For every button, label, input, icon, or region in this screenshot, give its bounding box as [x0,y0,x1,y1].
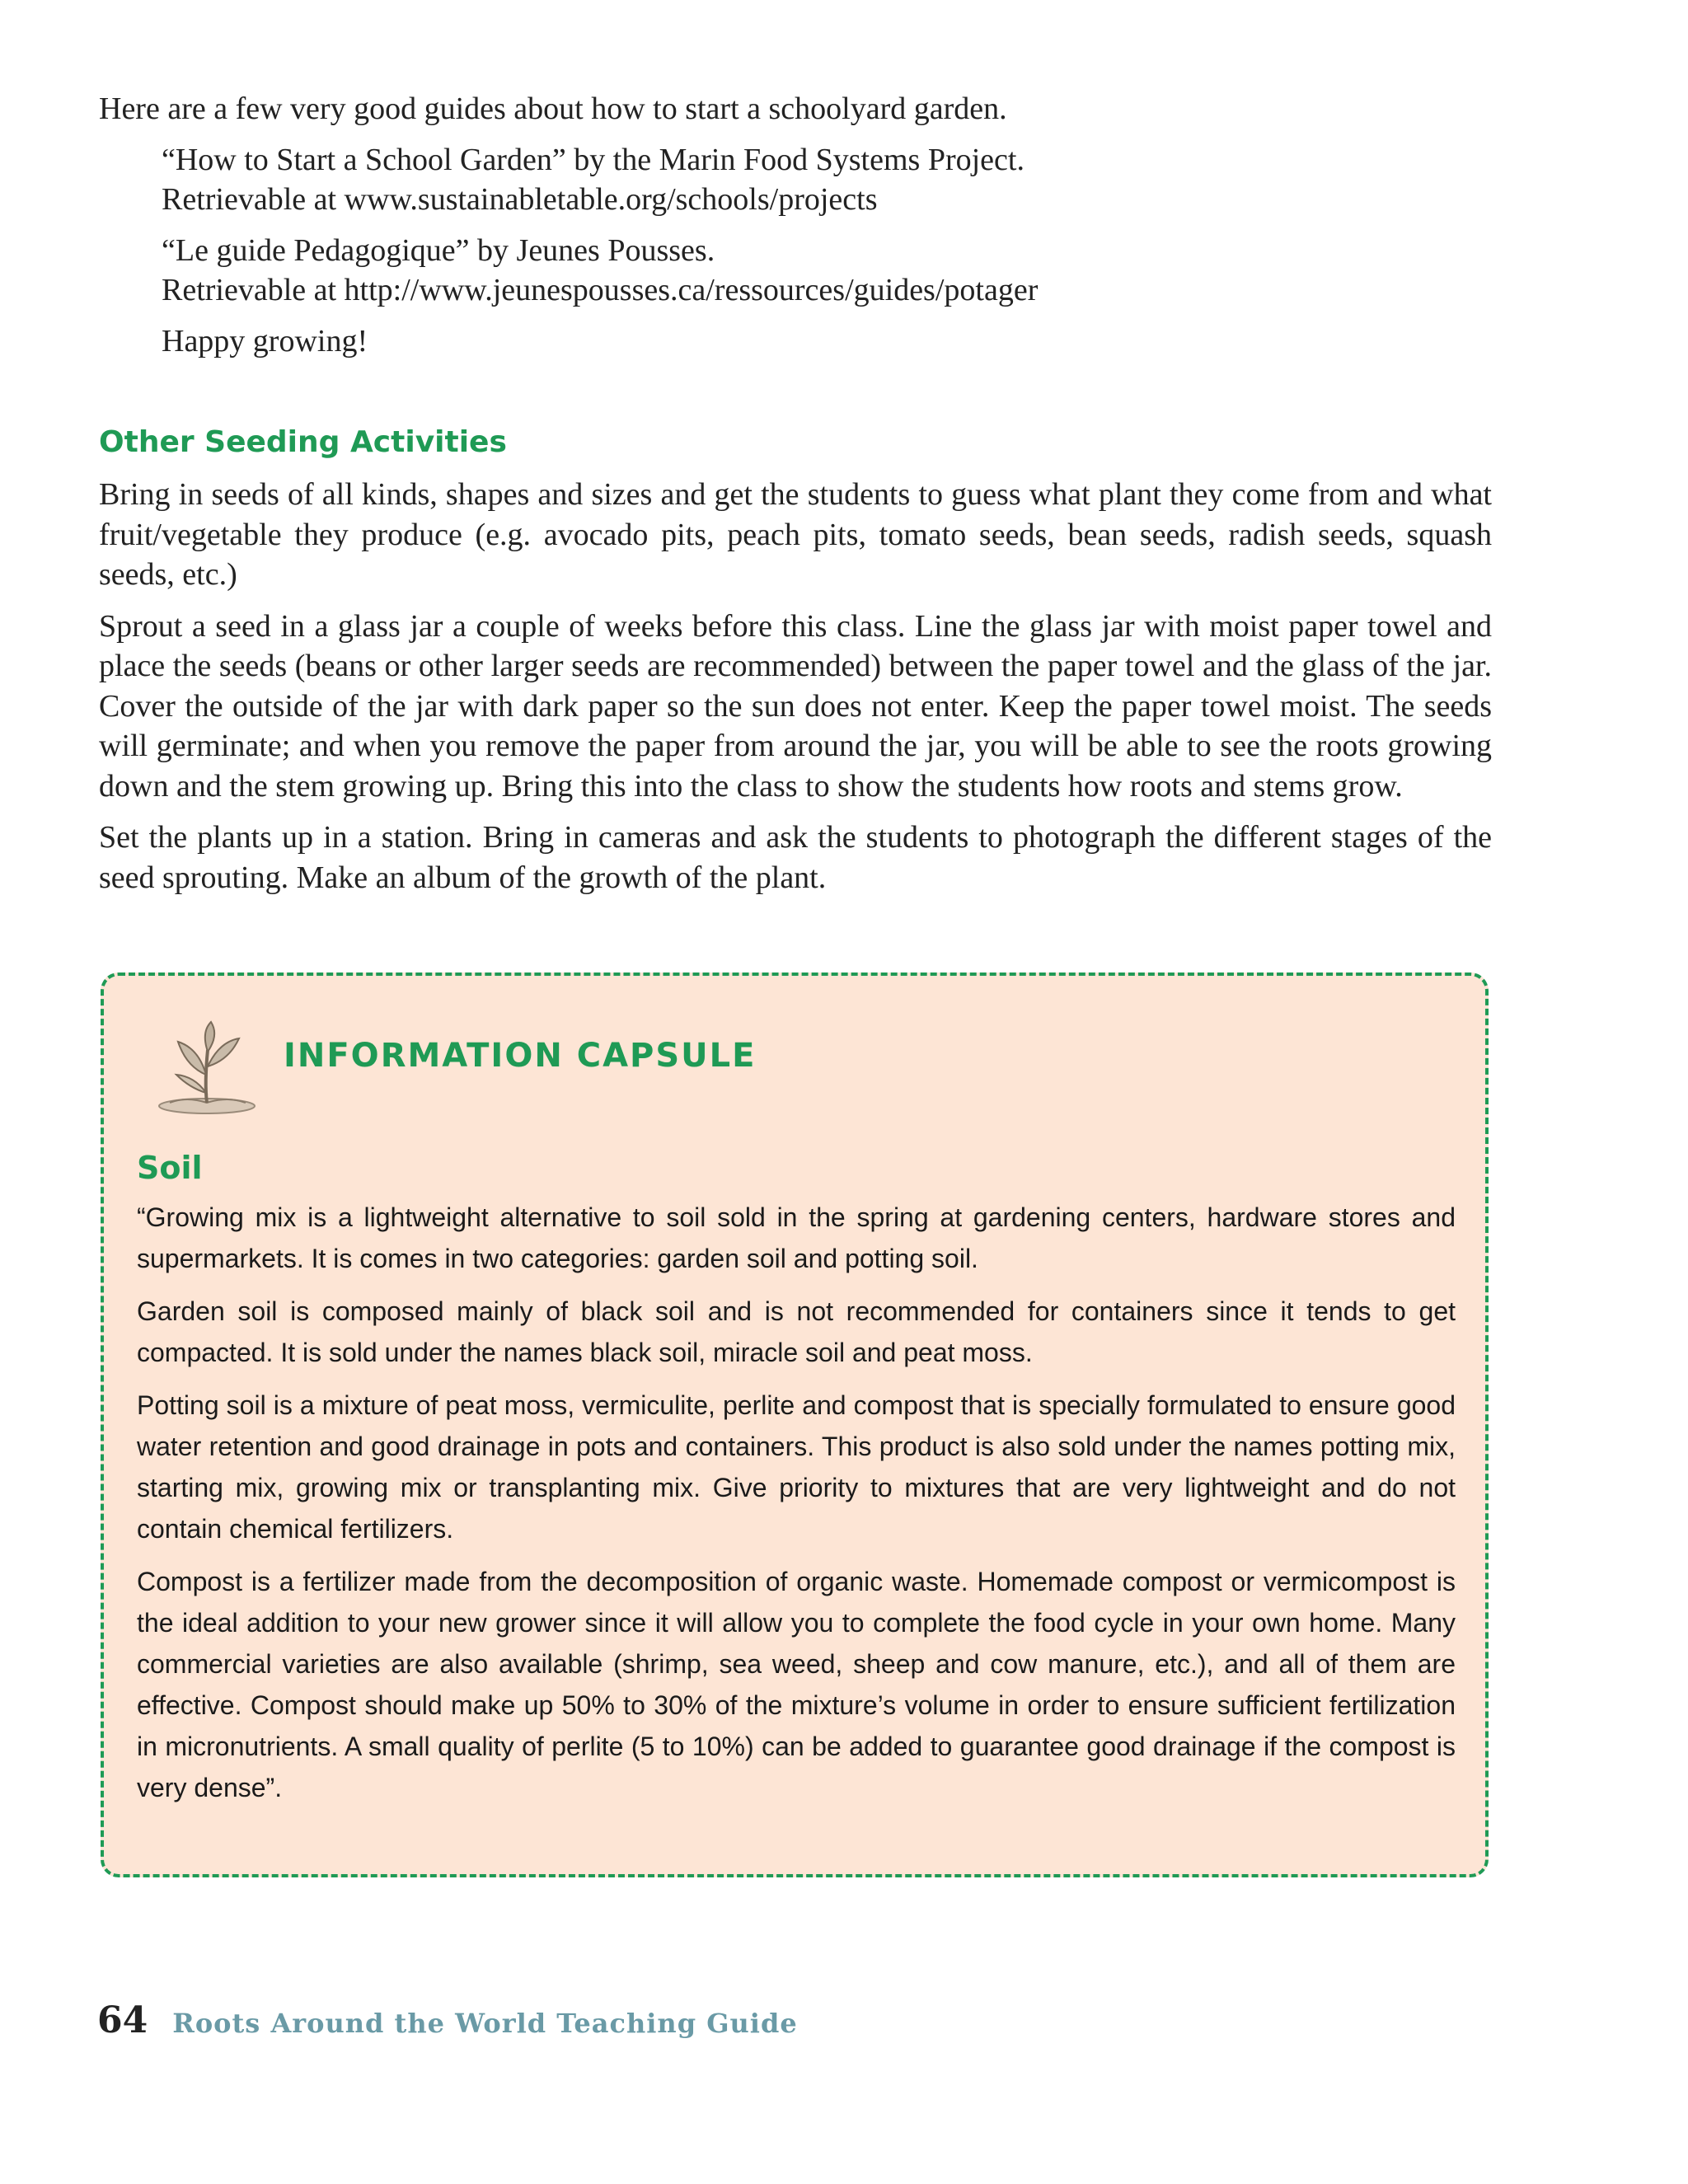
closing-line [162,321,1492,361]
intro-text: Here are a few very good guides about how to start a schoolyard garden. [99,91,1007,126]
guide-link: Retrievable at www.sustainabletable.org/schools/projects [162,182,878,217]
guide-entry [162,231,1492,310]
section-paragraph: Sprout a seed in a glass jar a couple of weeks before this class. Line the glass jar with moist paper towel and place the seeds (beans or other larger seeds are recommended) between the paper towel and the glass of the jar. Cover the outside of the jar with dark paper so the sun does not enter. Keep the paper towel moist. The seeds will germinate; and when you remove the paper from around the jar, you will be able to see the roots growing down and the stem growing up. Bring this into the class to show the students how roots and stems grow. [99,608,1492,804]
capsule-paragraph: Compost is a fertilizer made from the decomposition of organic waste. Homemade compost or vermicompost is the ideal addition to your new grower since it will allow you to complete the food cycle in your own home. Many commercial varieties are also available (shrimp, sea weed, sheep and cow manure, etc.), and all of them are effective. Compost should make up 50% to 30% of the mixture’s volume in order to ensure sufficient fertilization in micronutrients. A small quality of perlite (5 to 10%) can be added to guarantee good drainage if the compost is very dense”. [137,1567,1456,1802]
section-paragraph: Set the plants up in a station. Bring in cameras and ask the students to photograph the different stages of the seed sprouting. Make an album of the growth of the plant. [99,820,1492,895]
section-paragraph: Bring in seeds of all kinds, shapes and sizes and get the students to guess what plant they come from and what fruit/vegetable they produce (e.g. avocado pits, peach pits, tomato seeds, bean seeds, radish seeds, squash seeds, etc.) [99,477,1492,592]
information-capsule [101,972,1489,1877]
guide-title: “How to Start a School Garden” by the Marin Food Systems Project. [162,143,1025,177]
capsule-title: INFORMATION CAPSULE [284,1037,757,1075]
page-number: 64 [97,1999,148,2041]
section-title: Other Seeding Activities [99,425,507,459]
capsule-content [137,1149,1456,1820]
page-footer [97,1999,798,2041]
sprout-icon [153,1017,260,1116]
capsule-subtitle: Soil [137,1150,203,1186]
guide-title: “Le guide Pedagogique” by Jeunes Pousses. [162,233,715,268]
footer-title: Roots Around the World Teaching Guide [172,2008,798,2039]
guide-link: Retrievable at http://www.jeunespousses.ca/ressources/guides/potager [162,273,1039,307]
capsule-paragraph: Potting soil is a mixture of peat moss, vermiculite, perlite and compost that is specially formulated to ensure good water retention and good drainage in pots and containers. This product is also sold under the names potting mix, starting mix, growing mix or transplanting mix. Give priority to mixtures that are very lightweight and do not contain chemical fertilizers. [137,1390,1456,1544]
capsule-paragraph: Garden soil is composed mainly of black soil and is not recommended for containers since it tends to get compacted. It is sold under the names black soil, miracle soil and peat moss. [137,1296,1456,1367]
closing-text: Happy growing! [162,324,368,359]
guide-entry [162,140,1492,219]
page-content [99,89,1492,909]
capsule-paragraph: “Growing mix is a lightweight alternative to soil sold in the spring at gardening centers, hardware stores and supermarkets. It is comes in two categories: garden soil and potting soil. [137,1202,1456,1273]
